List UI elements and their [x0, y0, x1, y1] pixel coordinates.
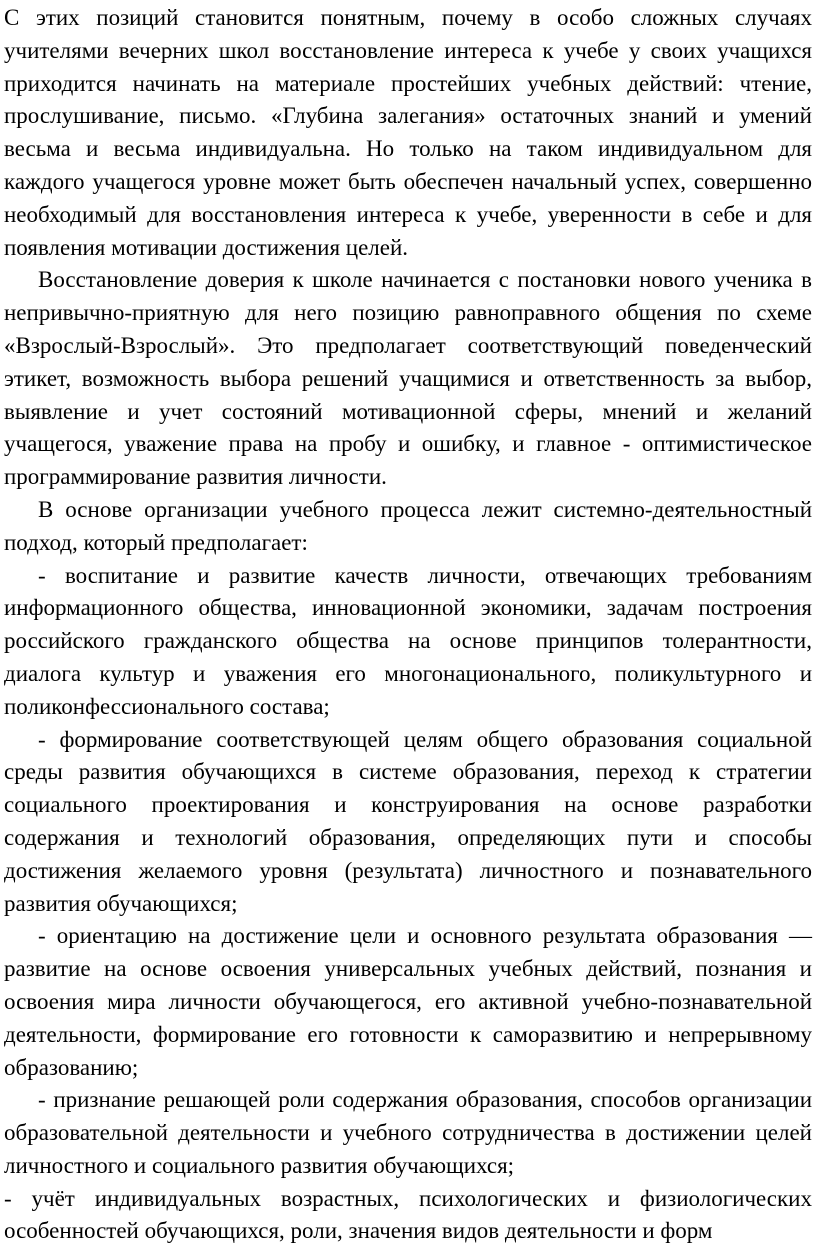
list-item: - воспитание и развитие качеств личности, отвечающих требованиям информационного общества, инновационной экономики, задачам построения российского гражданского общества на основе принципов толерантности, диалога культур и уважения его многонационального, поликультурного и поликонфессионального состава; — [4, 562, 812, 719]
list-item: - ориентацию на достижение цели и основного результата образования — развитие на основе освоения универсальных учебных действий, познания и освоения мира личности обучающегося, его активной учебно-познавательной деятельности, формирование его готовности к саморазвитию и непрерывному образованию; — [4, 923, 812, 1080]
list-item: - формирование соответствующей целям общего образования социальной среды развития обучающихся в системе образования, переход к стратегии социального проектирования и конструирования на основе разработки содержания и технологий образования, определяющих пути и способы достижения желаемого уровня (результата) личностного и познавательного развития обучающихся; — [4, 726, 812, 916]
paragraph-approach: В основе организации учебного процесса лежит системно-деятельностный подход, который предполагает: — [4, 496, 812, 555]
paragraph-intro: С этих позиций становится понятным, почему в особо сложных случаях учителями вечерних школ восстановление интереса к учебе у своих учащихся приходится начинать на материале простейших учебных действий: чтение, прослушивание, письмо. «Глубина залегания» остаточных знаний и умений весьма и весьма индивидуальна. Но только на таком индивидуальном для каждого учащегося уровне может быть обеспечен начальный успех, совершенно необходимый для восстановления интереса к учебе, уверенности в себе и для появления мотивации достижения целей. — [4, 5, 812, 260]
paragraph-trust: Восстановление доверия к школе начинается с постановки нового ученика в непривычно-приятную для него позицию равноправного общения по схеме «Взрослый-Взрослый». Это предполагает соответствующий поведенческий этикет, возможность выбора решений учащимися и ответственность за выбор, выявление и учет состояний мотивационной сферы, мнений и желаний учащегося, уважение права на пробу и ошибку, и главное - оптимистическое программирование развития личности. — [4, 267, 812, 490]
list-item: - признание решающей роли содержания образования, способов организации образовательной деятельности и учебного сотрудничества в достижении целей личностного и социального развития обучающихся; — [4, 1087, 812, 1178]
list-item: - учёт индивидуальных возрастных, психологических и физиологических особенностей обучающихся, роли, значения видов деятельности и форм — [4, 1185, 812, 1244]
document-page — [0, 2, 816, 1248]
